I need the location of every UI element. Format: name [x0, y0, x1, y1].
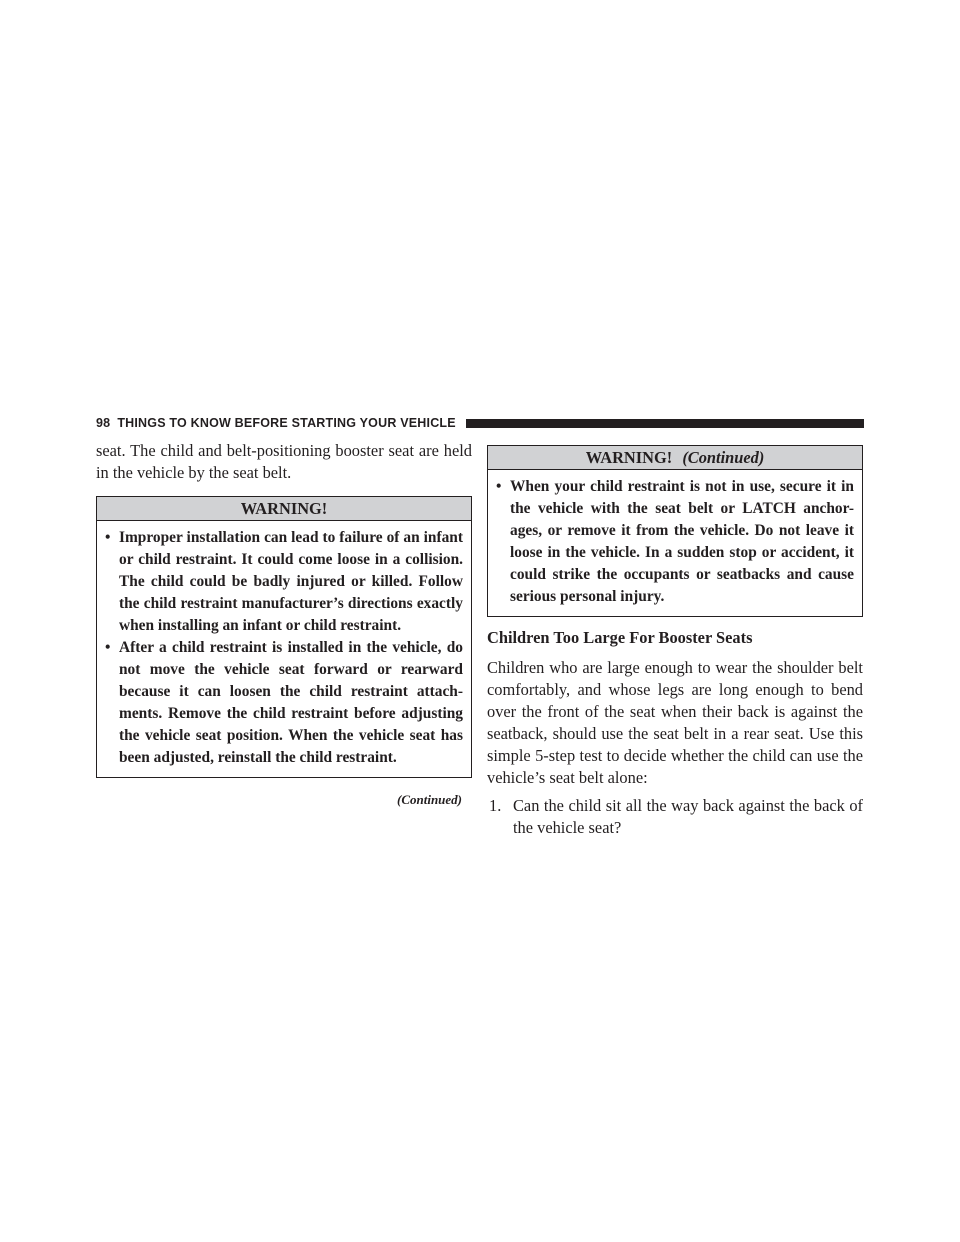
bullet-icon: •: [105, 529, 111, 546]
intro-paragraph: seat. The child and belt-positioning booster seat are held in the vehicle by the seat belt.: [96, 441, 472, 482]
continued-label: (Continued): [396, 792, 462, 807]
warning-title: WARNING!: [585, 448, 673, 467]
warning-item-text: After a child restraint is installed in the vehicle, do not move the vehicle seat forward or rearward because it can loosen the child restraint attach- ments. Remove the child restraint before adjusting the vehicle seat position. When the vehicle seat has been adjusted, reinstall the child restraint.: [119, 639, 463, 766]
warning-box-right: [487, 445, 863, 617]
page-number: 98: [96, 416, 111, 430]
section-subheading: Children Too Large For Booster Seats: [487, 628, 753, 647]
page-header: [96, 414, 864, 432]
warning-header: [97, 497, 471, 521]
warning-body: [97, 521, 471, 777]
header-rule: [466, 419, 864, 428]
warning-item: [105, 527, 463, 637]
warning-title-suffix: (Continued): [682, 448, 765, 467]
section-title: THINGS TO KNOW BEFORE STARTING YOUR VEHICLE: [117, 416, 456, 430]
step-text: Can the child sit all the way back against the back of the vehicle seat?: [513, 796, 863, 837]
warning-body: [488, 470, 862, 616]
warning-title: WARNING!: [240, 499, 328, 518]
warning-item: [105, 637, 463, 769]
step-number: 1.: [489, 796, 502, 815]
bullet-icon: •: [496, 478, 502, 495]
warning-header: [488, 446, 862, 470]
right-column: [487, 440, 863, 839]
bullet-icon: •: [105, 639, 111, 656]
left-column: [96, 440, 472, 808]
warning-box-left: [96, 496, 472, 778]
body-paragraph: Children who are large enough to wear the shoulder belt comfortably, and whose legs are long enough to bend over the front of the seat when their back is against the seatback, should use the seat belt in a rear seat. Use this simple 5-step test to decide whether the child can use the vehicle’s seat belt alone:: [487, 658, 863, 787]
warning-item-text: Improper installation can lead to failure of an infant or child restraint. It could come loose in a collision. The child could be badly injured or killed. Follow the child restraint manufacturer’s directions exactly when installing an infant or child restraint.: [119, 529, 463, 634]
warning-item: [496, 476, 854, 608]
numbered-step: [487, 795, 863, 839]
warning-item-text: When your child restraint is not in use, secure it in the vehicle with the seat belt or LATCH anchor- ages, or remove it from the vehicle. Do not leave it loose in the vehicle. In a sudden stop or accident, it could strike the occupants or seatbacks and cause serious personal injury.: [510, 478, 854, 605]
